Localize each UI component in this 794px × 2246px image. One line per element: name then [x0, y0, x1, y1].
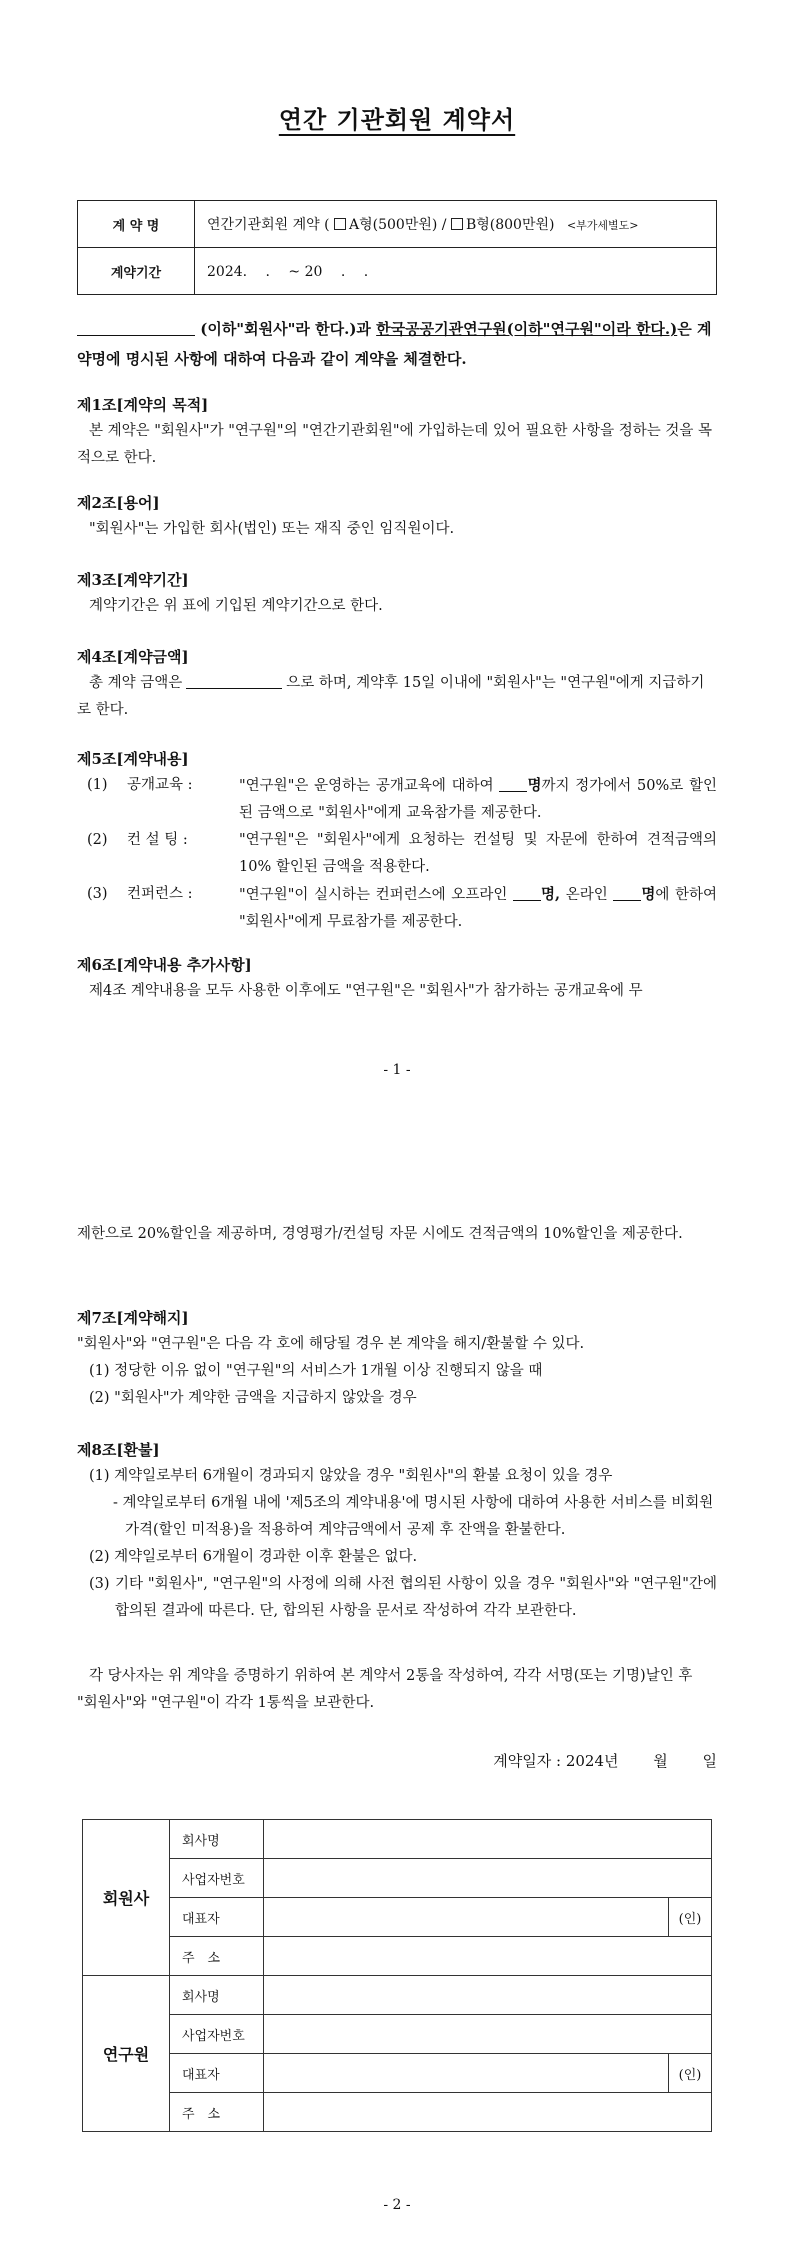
institute-company-input[interactable] — [264, 1976, 712, 2015]
article-1-title: 제1조[계약의 목적] — [77, 396, 209, 414]
member-seal[interactable]: (인) — [669, 1898, 712, 1937]
article-2 — [77, 490, 717, 543]
contract-info-table — [77, 200, 717, 295]
intro-paragraph — [77, 314, 717, 374]
institute-bizno-label: 사업자번호 — [170, 2015, 264, 2054]
institute-address-label: 주 소 — [170, 2093, 264, 2132]
article-8-item-3: (3) 기타 "회원사", "연구원"의 사정에 의해 사전 협의된 사항이 있을 경우 "회원사"와 "연구원"간에 합의된 결과에 따른다. 단, 합의된 사항을 문서로 작성하여 각각 보관한다. — [89, 1576, 717, 1619]
article-2-title: 제2조[용어] — [77, 494, 160, 512]
member-address-input[interactable] — [264, 1937, 712, 1976]
party-institute-label: 연구원 — [83, 1976, 170, 2132]
type-a-checkbox[interactable] — [334, 218, 346, 230]
article-6-title: 제6조[계약내용 추가사항] — [77, 956, 252, 974]
institute-ceo-input[interactable] — [264, 2054, 669, 2093]
institute-seal[interactable]: (인) — [669, 2054, 712, 2093]
contract-date[interactable]: 계약일자 : 2024년 월 일 — [493, 1752, 717, 1770]
article-3-title: 제3조[계약기간] — [77, 571, 189, 589]
article-4-text: 총 계약 금액은 으로 하며, 계약후 15일 이내에 "회원사"는 "연구원"에게 지급하기로 한다. — [77, 675, 705, 718]
party-member-label: 회원사 — [83, 1820, 170, 1976]
member-address-label: 주 소 — [170, 1937, 264, 1976]
member-company-input[interactable] — [264, 1820, 712, 1859]
type-b-label: B형(800만원) — [465, 217, 555, 233]
article-5-title: 제5조[계약내용] — [77, 750, 189, 768]
article-7-text: "회원사"와 "연구원"은 다음 각 호에 해당될 경우 본 계약을 해지/환불할 수 있다. — [77, 1336, 585, 1352]
institute-bizno-input[interactable] — [264, 2015, 712, 2054]
signature-table — [82, 1819, 712, 2132]
article-7-item-2: (2) "회원사"가 계약한 금액을 지급하지 않았을 경우 — [89, 1390, 417, 1406]
page-number-2: - 2 - — [383, 2197, 411, 2213]
article-8-item-1: (1) 계약일로부터 6개월이 경과되지 않았을 경우 "회원사"의 환불 요청이 있을 경우 — [89, 1468, 613, 1484]
contract-name-label: 계 약 명 — [78, 201, 195, 248]
intro-part3: 은 계약명에 명시된 사항에 대하여 다음과 같이 계약을 체결한다. — [77, 320, 712, 368]
article-6-text-2: 제한으로 20%할인을 제공하며, 경영평가/컨설팅 자문 시에도 견적금액의 10%할인을 제공한다. — [77, 1226, 683, 1242]
period-label: 계약기간 — [78, 248, 195, 295]
member-bizno-input[interactable] — [264, 1859, 712, 1898]
article-8 — [77, 1437, 717, 1625]
article-2-text: "회원사"는 가입한 회사(법인) 또는 재직 중인 임직원이다. — [89, 521, 455, 537]
institute-address-input[interactable] — [264, 2093, 712, 2132]
page-number-1: - 1 - — [383, 1062, 411, 1078]
offline-count-blank[interactable] — [513, 886, 541, 901]
type-b-checkbox[interactable] — [451, 218, 463, 230]
closing-paragraph: 각 당사자는 위 계약을 증명하기 위하여 본 계약서 2통을 작성하여, 각각 서명(또는 기명)날인 후 "회원사"와 "연구원"이 각각 1통씩을 보관한다. — [77, 1668, 693, 1711]
member-company-label: 회사명 — [170, 1820, 264, 1859]
article-5 — [77, 746, 717, 936]
online-count-blank[interactable] — [613, 886, 641, 901]
article-8-item-1-sub: - 계약일로부터 6개월 내에 '제5조의 계약내용'에 명시된 사항에 대하여 사용한 서비스를 비회원 가격(할인 미적용)을 적용하여 계약금액에서 공제 후 잔액을 환불한다. — [113, 1495, 714, 1538]
type-a-label: A형(500만원) / — [349, 217, 447, 233]
contract-name-prefix: 연간기관회원 계약 ( — [207, 217, 330, 233]
member-name-blank[interactable] — [77, 321, 195, 336]
article-5-item-3: (3) 컨퍼런스 : "연구원"이 실시하는 컨퍼런스에 오프라인 명, 온라인 명에 한하여 "회원사"에게 무료참가를 제공한다. — [87, 886, 718, 930]
article-1 — [77, 392, 717, 472]
amount-blank[interactable] — [186, 674, 282, 689]
article-3 — [77, 567, 717, 620]
member-ceo-label: 대표자 — [170, 1898, 264, 1937]
article-6-text-1: 제4조 계약내용을 모두 사용한 이후에도 "연구원"은 "회원사"가 참가하는 공개교육에 무 — [89, 983, 643, 999]
page-1 — [0, 0, 794, 1103]
article-8-item-2: (2) 계약일로부터 6개월이 경과한 이후 환불은 없다. — [89, 1549, 418, 1565]
vat-note: <부가세별도> — [566, 219, 639, 232]
article-7-title: 제7조[계약해지] — [77, 1309, 189, 1327]
intro-part1: (이하"회원사"라 한다.)과 — [200, 320, 371, 338]
document-title: 연간 기관회원 계약서 — [278, 105, 516, 134]
article-4 — [77, 644, 717, 724]
article-7 — [77, 1305, 717, 1412]
article-5-item-2: (2) 컨 설 팅 : "연구원"은 "회원사"에게 요청하는 컨설팅 및 자문에 한하여 견적금액의 10% 할인된 금액을 적용한다. — [87, 832, 717, 875]
institute-company-label: 회사명 — [170, 1976, 264, 2015]
article-3-text: 계약기간은 위 표에 기입된 계약기간으로 한다. — [89, 598, 383, 614]
article-5-item-1: (1) 공개교육 : "연구원"은 운영하는 공개교육에 대하여 명까지 정가에서 50%로 할인된 금액으로 "회원사"에게 교육참가를 제공한다. — [87, 777, 718, 821]
article-7-item-1: (1) 정당한 이유 없이 "연구원"의 서비스가 1개월 이상 진행되지 않을 때 — [89, 1363, 543, 1379]
contract-name-value — [195, 201, 717, 248]
intro-part2: 한국공공기관연구원(이하"연구원"이라 한다.) — [376, 320, 678, 338]
member-ceo-input[interactable] — [264, 1898, 669, 1937]
member-bizno-label: 사업자번호 — [170, 1859, 264, 1898]
article-6 — [77, 952, 717, 1005]
edu-count-blank[interactable] — [499, 777, 527, 792]
article-8-title: 제8조[환불] — [77, 1441, 160, 1459]
article-6-continued — [77, 1221, 717, 1248]
article-1-text: 본 계약은 "회원사"가 "연구원"의 "연간기관회원"에 가입하는데 있어 필요한 사항을 정하는 것을 목적으로 한다. — [77, 423, 712, 466]
period-value[interactable]: 2024. . ~ 20 . . — [195, 248, 717, 295]
institute-ceo-label: 대표자 — [170, 2054, 264, 2093]
article-4-title: 제4조[계약금액] — [77, 648, 189, 666]
